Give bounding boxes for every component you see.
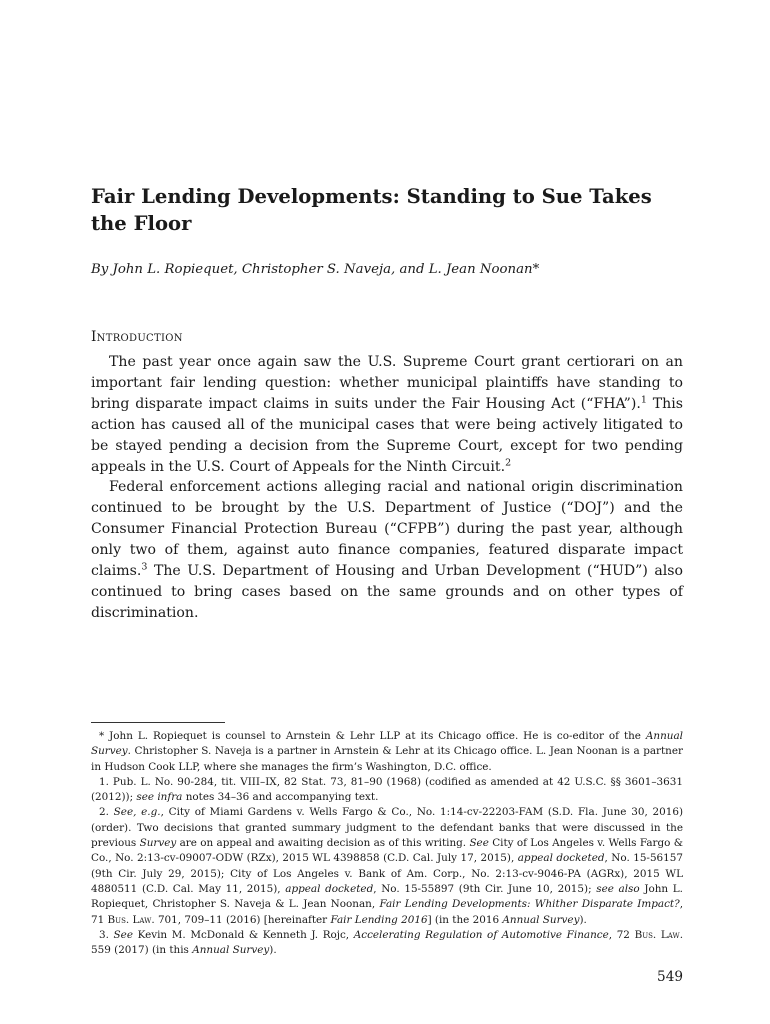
footnote-3-t2: , 72: [608, 928, 635, 941]
footnote-star: [91, 729, 683, 775]
footnote-star-text-a: * John L. Ropiequet is counsel to Arnstein & Lehr LLP at its Chicago office. He is co-editor of the: [99, 730, 646, 742]
footnote-3-sc1: Bus. Law: [634, 928, 680, 941]
footnote-2-i3: See: [469, 837, 489, 850]
footnote-2-t10: ).: [579, 913, 587, 926]
body-paragraph-2-text-a: Federal enforcement actions alleging racial and national origin discrimination continued to be brought by the U.S. Department of Justice (“DOJ”) and the Consumer Financial Protection Bureau (“CFPB”) during the past year, although only two of them, against auto finance companies, featured disparate impact claims.: [91, 479, 683, 580]
footnote-3-t4: ).: [269, 944, 277, 957]
footnote-3-i1: See: [113, 928, 133, 941]
footnote-2-i4: appeal docketed: [517, 852, 605, 865]
footnote-ref-1: 1: [640, 394, 647, 406]
footnote-2-i5: appeal docketed: [285, 882, 374, 895]
footnote-2-t9: ] (in the 2016: [427, 913, 503, 926]
footnote-3-t1: Kevin M. McDonald & Kenneth J. Rojc,: [132, 928, 354, 941]
body-paragraph-1-text-a: The past year once again saw the U.S. Supreme Court grant certiorari on an important fair lending question: whether municipal plaintiffs have standing to bring disparate impact claims in suits under the Fair Housing Act (“FHA”).: [91, 354, 683, 412]
footnote-2-i8: Fair Lending 2016: [330, 913, 428, 926]
footnote-2-t3: City of Los Angeles v. Wells Fargo & Co., No. 2:13-cv-09007-ODW (RZx), 2015 WL 4398858 (C.D. Cal. July 17, 2015),: [91, 837, 683, 865]
footnote-1-text-b: notes 34–36 and accompanying text.: [182, 791, 379, 804]
footnote-1-text-a: 1. Pub. L. No. 90-284, tit. VIII–IX, 82 Stat. 73, 81–90 (1968) (codified as amended at 42 U.S.C. §§ 3601–3631 (2012));: [91, 775, 683, 804]
footnote-ref-3: 3: [141, 561, 148, 573]
footnote-3-t3: . 559 (2017) (in this: [91, 928, 684, 957]
footnote-ref-2: 2: [505, 456, 512, 468]
footnote-2-t1: , City of Miami Gardens v. Wells Fargo & Co., No. 1:14-cv-22203-FAM (S.D. Fla. June 30, 2016) (order). Two decisions that granted summary judgment to the defendant banks that were discussed in the previous: [91, 806, 683, 850]
footnote-2-t2: are on appeal and awaiting decision as of this writing.: [176, 837, 470, 850]
footnote-1-italic: see infra: [136, 791, 183, 804]
footnote-1: [91, 775, 683, 806]
page-number: 549: [657, 969, 683, 985]
footnote-2-i9: Annual Survey: [502, 913, 580, 926]
body-text: [91, 352, 683, 624]
body-paragraph-2: [91, 477, 683, 623]
footnote-divider: [91, 722, 225, 723]
body-paragraph-1-text-b: This action has caused all of the municipal cases that were being actively litigated to be stayed pending a decision from the Supreme Court, except for two pending appeals in the U.S. Court of Appeals for the Ninth Circuit.: [91, 395, 683, 475]
footnote-2-t4: , No. 15-56157 (9th Cir. July 29, 2015); City of Los Angeles v. Bank of Am. Corp., No. 2:13-cv-9046-PA (AGRx), 2015 WL 4880511 (C.D. Cal. May 11, 2015),: [91, 852, 683, 895]
article-byline: By John L. Ropiequet, Christopher S. Naveja, and L. Jean Noonan*: [91, 262, 540, 277]
footnote-3-i2: Accelerating Regulation of Automotive Finance: [353, 928, 609, 941]
footnote-3: [91, 928, 683, 959]
section-heading-introduction: Introduction: [91, 329, 183, 345]
footnote-2-i1: See, e.g.: [113, 806, 161, 819]
footnote-2: [91, 805, 683, 927]
footnote-star-italic: Annual Survey: [91, 730, 683, 758]
footnote-2-i7: Fair Lending Developments: Whither Disparate Impact?: [379, 898, 680, 911]
article-title: Fair Lending Developments: Standing to Sue Takes the Floor: [91, 185, 652, 235]
body-paragraph-1: [91, 352, 683, 477]
footnote-2-i6: see also: [596, 882, 640, 895]
footnote-2-sc1: Bus. Law: [107, 913, 152, 926]
footnote-2-i2: Survey: [139, 837, 177, 850]
footnote-2-t7: , 71: [91, 898, 683, 926]
footnote-star-text-b: . Christopher S. Naveja is a partner in Arnstein & Lehr at its Chicago office. L. Jean Noonan is a partner in Hudson Cook LLP, where she manages the firm’s Washington, D.C. office.: [91, 745, 683, 773]
footnote-2-t8: . 701, 709–11 (2016) [hereinafter: [151, 913, 331, 926]
body-paragraph-2-text-b: The U.S. Department of Housing and Urban Development (“HUD”) also continued to bring cases based on the same grounds and on other types of discrimination.: [91, 563, 683, 621]
footnotes: [91, 729, 683, 958]
footnote-3-num: 3.: [99, 928, 114, 941]
footnote-2-t5: , No. 15-55897 (9th Cir. June 10, 2015);: [373, 882, 597, 895]
footnote-2-t6: John L. Ropiequet, Christopher S. Naveja & L. Jean Noonan,: [91, 882, 683, 911]
footnote-3-i3: Annual Survey: [192, 944, 270, 957]
footnote-2-num: 2.: [99, 806, 114, 819]
